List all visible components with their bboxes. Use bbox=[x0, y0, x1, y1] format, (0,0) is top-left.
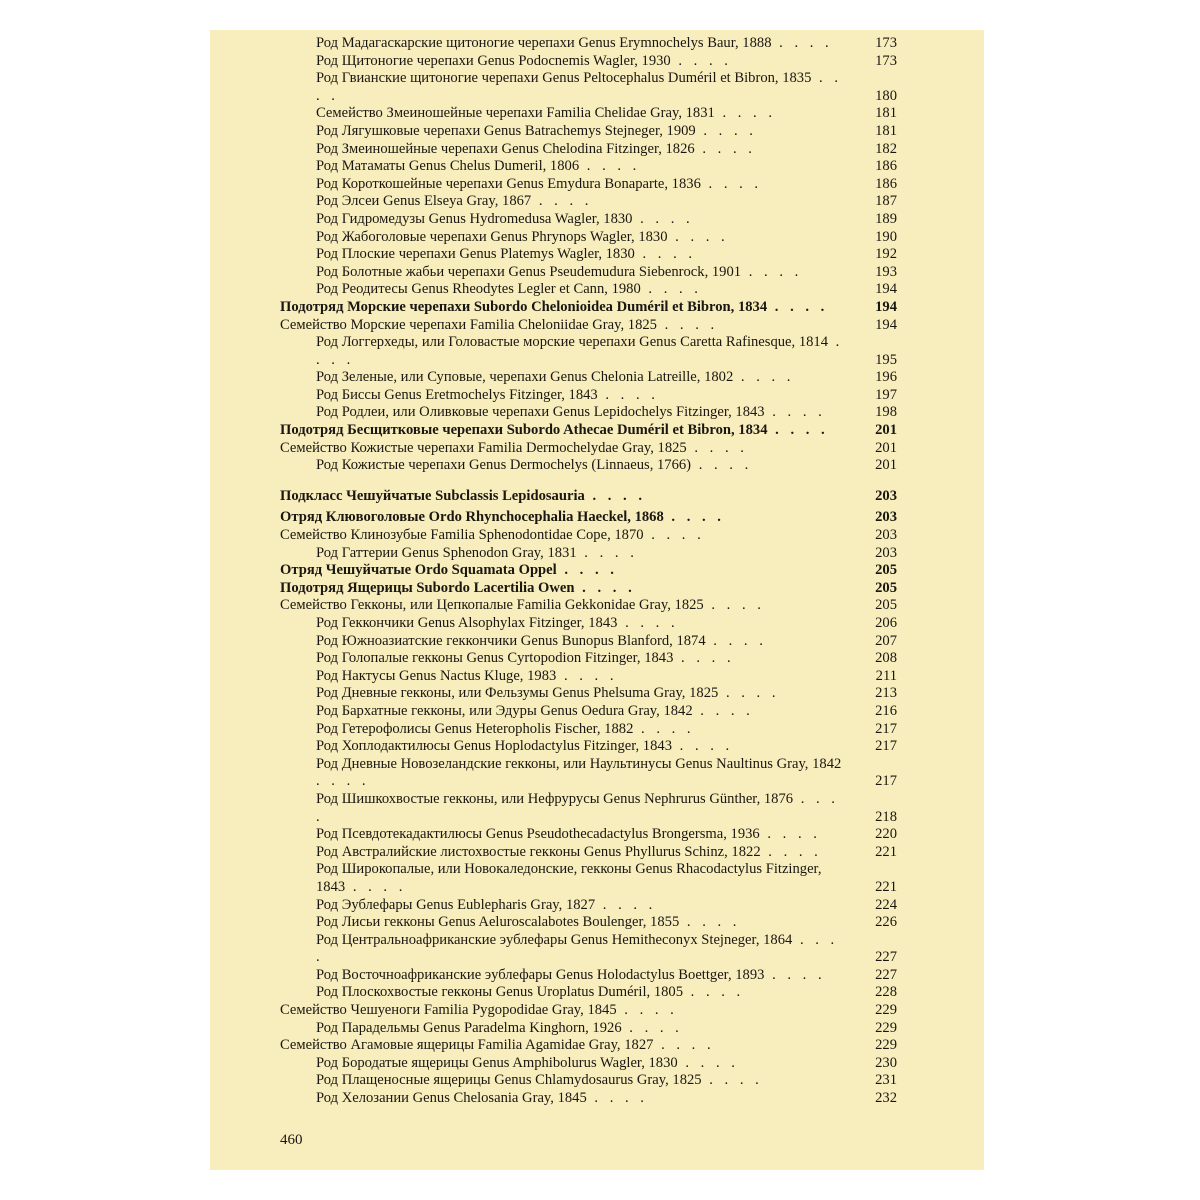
toc-entry bbox=[280, 457, 897, 475]
toc-entry-title: Род Голопалые гекконы Genus Cyrtopodion Fitzinger, 1843 . . . . bbox=[316, 650, 735, 667]
toc-entry-title: Род Эублефары Genus Eublepharis Gray, 1827 . . . . bbox=[316, 896, 657, 913]
toc-entry bbox=[280, 1037, 897, 1055]
toc-entry-page: 221 bbox=[875, 878, 897, 895]
toc-entry-title: Род Гетерофолисы Genus Heteropholis Fischer, 1882 . . . . bbox=[316, 720, 695, 737]
toc-entry-page: 173 bbox=[875, 35, 897, 51]
toc-entry-page: 203 bbox=[875, 487, 897, 504]
toc-entry-page: 197 bbox=[875, 386, 897, 403]
toc-entry-title: Род Нактусы Genus Nactus Kluge, 1983 . . . . bbox=[316, 667, 618, 684]
leader-dots: . . . . bbox=[694, 140, 756, 157]
toc-entry-title: Род Гвианские щитоногие черепахи Genus Peltocephalus Duméril et Bibron, 1835 . . . . bbox=[316, 70, 842, 104]
leader-dots: . . . . bbox=[677, 1054, 739, 1071]
toc-entry-title: Семейство Агамовые ящерицы Familia Agamidae Gray, 1827 . . . . bbox=[280, 1037, 715, 1054]
leader-dots: . . . . bbox=[695, 122, 757, 139]
leader-dots: . . . . bbox=[670, 52, 732, 69]
toc-entry bbox=[280, 914, 897, 932]
toc-entry-page: 189 bbox=[875, 210, 897, 227]
toc-entry-page: 224 bbox=[875, 896, 897, 913]
leader-dots: . . . . bbox=[316, 790, 839, 825]
toc-entry bbox=[280, 369, 897, 387]
toc-entry-page: 203 bbox=[875, 544, 897, 561]
toc-entry-page: 231 bbox=[875, 1072, 897, 1089]
toc-entry-page: 186 bbox=[875, 175, 897, 192]
toc-entry bbox=[280, 299, 897, 317]
toc-entry bbox=[280, 281, 897, 299]
toc-entry bbox=[280, 35, 897, 53]
toc-entry-title: Род Лягушковые черепахи Genus Batrachemys Stejneger, 1909 . . . . bbox=[316, 122, 757, 139]
leader-dots: . . . . bbox=[673, 650, 735, 667]
leader-dots: . . . . bbox=[634, 246, 697, 263]
book-page bbox=[210, 30, 984, 1170]
toc-entry bbox=[280, 70, 897, 105]
toc-entry-title: Род Мадагаскарские щитоногие черепахи Genus Erymnochelys Baur, 1888 . . . . bbox=[316, 35, 833, 51]
toc-entry-title: Род Хелозании Genus Chelosania Gray, 1845 . . . . bbox=[316, 1090, 648, 1107]
leader-dots: . . . . bbox=[686, 439, 748, 456]
toc-entry-title: Род Матаматы Genus Chelus Dumeril, 1806 . . . . bbox=[316, 158, 641, 175]
toc-entry-title: Отряд Чешуйчатые Ordo Squamata Oppel . . . . bbox=[280, 562, 618, 579]
toc-entry-title: Род Хоплодактилюсы Genus Hoplodactylus Fitzinger, 1843 . . . . bbox=[316, 738, 734, 755]
toc-entry bbox=[280, 650, 897, 668]
toc-entry-title: Род Короткошейные черепахи Genus Emydura Bonaparte, 1836 . . . . bbox=[316, 175, 763, 192]
toc-entry-page: 186 bbox=[875, 158, 897, 175]
leader-dots: . . . . bbox=[683, 984, 745, 1001]
toc-entry-page: 182 bbox=[875, 140, 897, 157]
toc-entry-title: Род Зеленые, или Суповые, черепахи Genus Chelonia Latreille, 1802 . . . . bbox=[316, 369, 795, 386]
toc-entry-title: Род Геккончики Genus Alsophylax Fitzinger, 1843 . . . . bbox=[316, 615, 679, 631]
toc-entry bbox=[280, 633, 897, 651]
toc-entry-page: 194 bbox=[875, 316, 897, 333]
leader-dots: . . . . bbox=[760, 843, 822, 860]
toc-entry-title: Род Бархатные гекконы, или Эдуры Genus Oedura Gray, 1842 . . . . bbox=[316, 702, 754, 719]
toc-entry bbox=[280, 1002, 897, 1020]
toc-entry-title: Род Реодитесы Genus Rheodytes Legler et Cann, 1980 . . . . bbox=[316, 281, 702, 298]
leader-dots: . . . . bbox=[767, 298, 829, 315]
toc-entry-title: Род Южноазиатские геккончики Genus Bunopus Blanford, 1874 . . . . bbox=[316, 632, 767, 649]
leader-dots: . . . . bbox=[597, 386, 659, 403]
toc-entry-page: 205 bbox=[875, 597, 897, 614]
toc-entry bbox=[280, 53, 897, 71]
leader-dots: . . . . bbox=[764, 404, 826, 421]
toc-entry-page: 213 bbox=[875, 685, 897, 702]
toc-entry bbox=[280, 1072, 897, 1090]
toc-entry bbox=[280, 844, 897, 862]
toc-entry-page: 201 bbox=[875, 439, 897, 456]
toc-entry bbox=[280, 317, 897, 335]
toc-entry bbox=[280, 158, 897, 176]
toc-entry bbox=[280, 668, 897, 686]
toc-entry bbox=[280, 703, 897, 721]
toc-entry bbox=[280, 932, 897, 967]
leader-dots: . . . . bbox=[767, 422, 829, 439]
leader-dots: . . . . bbox=[316, 70, 842, 104]
toc-entry-page: 193 bbox=[875, 263, 897, 280]
toc-entry bbox=[280, 615, 897, 633]
leader-dots: . . . . bbox=[316, 334, 844, 368]
toc-entry-title: Отряд Клювоголовые Ordo Rhynchocephalia Haeckel, 1868 . . . . bbox=[280, 509, 725, 526]
leader-dots: . . . . bbox=[663, 509, 725, 526]
toc-entry-title: Семейство Кожистые черепахи Familia Dermochelydae Gray, 1825 . . . . bbox=[280, 439, 748, 456]
leader-dots: . . . . bbox=[714, 105, 776, 122]
toc-entry bbox=[280, 756, 897, 791]
page-number: 460 bbox=[280, 1132, 303, 1148]
leader-dots: . . . . bbox=[679, 914, 741, 931]
toc-entry-title: Род Щитоногие черепахи Genus Podocnemis Wagler, 1930 . . . . bbox=[316, 52, 732, 69]
leader-dots: . . . . bbox=[741, 263, 803, 280]
toc-entry bbox=[280, 545, 897, 563]
toc-entry-page: 217 bbox=[875, 720, 897, 737]
toc-entry-title: Род Восточноафриканские эублефары Genus Holodactylus Boettger, 1893 . . . . bbox=[316, 966, 826, 983]
leader-dots: . . . . bbox=[574, 579, 636, 596]
toc-entry-page: 180 bbox=[875, 87, 897, 104]
toc-entry-page: 211 bbox=[875, 667, 897, 684]
toc-entry-title: Семейство Змеиношейные черепахи Familia Chelidae Gray, 1831 . . . . bbox=[316, 105, 776, 122]
toc-entry bbox=[280, 387, 897, 405]
toc-entry bbox=[280, 211, 897, 229]
toc-entry bbox=[280, 897, 897, 915]
toc-entry-page: 196 bbox=[875, 369, 897, 386]
toc-entry bbox=[280, 176, 897, 194]
toc-entry-page: 221 bbox=[875, 843, 897, 860]
toc-entry-page: 205 bbox=[875, 562, 897, 579]
toc-entry-page: 230 bbox=[875, 1054, 897, 1071]
toc-entry bbox=[280, 123, 897, 141]
leader-dots: . . . . bbox=[531, 193, 593, 210]
toc-entry-title: Род Плоские черепахи Genus Platemys Wagler, 1830 . . . . bbox=[316, 246, 697, 263]
toc-entry-page: 201 bbox=[875, 457, 897, 474]
toc-entry-page: 226 bbox=[875, 914, 897, 931]
toc-entry bbox=[280, 404, 897, 422]
toc-entry-title: Род Жабоголовые черепахи Genus Phrynops Wagler, 1830 . . . . bbox=[316, 228, 729, 245]
toc-entry bbox=[280, 1055, 897, 1073]
toc-entry-page: 181 bbox=[875, 105, 897, 122]
toc-entry-title: Род Гаттерии Genus Sphenodon Gray, 1831 . . . . bbox=[316, 544, 638, 561]
leader-dots: . . . . bbox=[640, 281, 702, 298]
toc-entry bbox=[280, 738, 897, 756]
toc-entry-title: Род Логгерхеды, или Головастые морские черепахи Genus Caretta Rafinesque, 1814 . . . . bbox=[316, 334, 844, 368]
toc-entry-page: 194 bbox=[875, 281, 897, 298]
leader-dots: . . . . bbox=[632, 210, 694, 227]
toc-entry-title: Подкласс Чешуйчатые Subclassis Lepidosauria . . . . bbox=[280, 487, 646, 504]
toc-entry bbox=[280, 246, 897, 264]
toc-entry-page: 203 bbox=[875, 509, 897, 526]
leader-dots: . . . . bbox=[316, 773, 370, 790]
toc-entry bbox=[280, 984, 897, 1002]
toc-entry-page: 173 bbox=[875, 52, 897, 69]
leader-dots: . . . . bbox=[700, 175, 763, 192]
leader-dots: . . . . bbox=[586, 1090, 648, 1107]
leader-dots: . . . . bbox=[345, 878, 407, 895]
leader-dots: . . . . bbox=[672, 738, 734, 755]
toc-entry bbox=[280, 1020, 897, 1038]
toc-entry-page: 229 bbox=[875, 1002, 897, 1019]
toc-entry-page: 216 bbox=[875, 702, 897, 719]
toc-entry-title: Род Кожистые черепахи Genus Dermochelys (Linnaeus, 1766) . . . . bbox=[316, 457, 753, 474]
leader-dots: . . . . bbox=[579, 158, 641, 175]
toc-entry bbox=[280, 193, 897, 211]
toc-entry-title: Род Дневные гекконы, или Фельзумы Genus Phelsuma Gray, 1825 . . . . bbox=[316, 685, 780, 702]
leader-dots: . . . . bbox=[316, 931, 839, 966]
toc-entry-page: 229 bbox=[875, 1037, 897, 1054]
toc-entry-page: 217 bbox=[875, 738, 897, 755]
toc-entry bbox=[280, 685, 897, 703]
toc-entry-title: Род Болотные жабьи черепахи Genus Pseudemudura Siebenrock, 1901 . . . . bbox=[316, 263, 803, 280]
leader-dots: . . . . bbox=[653, 1037, 715, 1054]
leader-dots: . . . . bbox=[733, 369, 795, 386]
toc-entry bbox=[280, 967, 897, 985]
toc-entry-page: 181 bbox=[875, 122, 897, 139]
leader-dots: . . . . bbox=[621, 1019, 683, 1036]
toc-entry bbox=[280, 597, 897, 615]
toc-entry-title: Род Бородатые ящерицы Genus Amphibolurus Wagler, 1830 . . . . bbox=[316, 1054, 739, 1071]
toc-entry bbox=[280, 721, 897, 739]
leader-dots: . . . . bbox=[771, 35, 833, 51]
toc-entry-page: 227 bbox=[875, 949, 897, 966]
toc-entry bbox=[280, 1090, 897, 1108]
toc-entry-page: 203 bbox=[875, 527, 897, 544]
toc-entry-title: Род Змеиношейные черепахи Genus Chelodina Fitzinger, 1826 . . . . bbox=[316, 140, 756, 157]
leader-dots: . . . . bbox=[764, 966, 826, 983]
leader-dots: . . . . bbox=[692, 702, 754, 719]
toc-entry bbox=[280, 509, 897, 527]
toc-entry-title: Род Парадельмы Genus Paradelma Kinghorn, 1926 . . . . bbox=[316, 1019, 683, 1036]
toc-entry bbox=[280, 562, 897, 580]
leader-dots: . . . . bbox=[595, 896, 657, 913]
leader-dots: . . . . bbox=[643, 527, 705, 544]
toc-entry bbox=[280, 791, 897, 826]
toc-entry-page: 220 bbox=[875, 826, 897, 843]
toc-entry-page: 208 bbox=[875, 650, 897, 667]
leader-dots: . . . . bbox=[667, 228, 729, 245]
toc-entry-title: Подотряд Морские черепахи Subordo Chelonioidea Duméril et Bibron, 1834 . . . . bbox=[280, 298, 829, 315]
toc-entry-page: 207 bbox=[875, 632, 897, 649]
leader-dots: . . . . bbox=[656, 316, 719, 333]
leader-dots: . . . . bbox=[584, 487, 646, 504]
leader-dots: . . . . bbox=[703, 597, 765, 614]
toc-entry-page: 192 bbox=[875, 246, 897, 263]
toc-entry bbox=[280, 422, 897, 440]
leader-dots: . . . . bbox=[691, 457, 753, 474]
toc-entry-page: 205 bbox=[875, 579, 897, 596]
toc-entry-title: Род Шишкохвостые гекконы, или Нефрурусы Genus Nephrurus Günther, 1876 . . . . bbox=[316, 790, 839, 825]
toc-entry-title: Семейство Морские черепахи Familia Cheloniidae Gray, 1825 . . . . bbox=[280, 316, 719, 333]
toc-entry bbox=[280, 527, 897, 545]
toc-entry-title: Род Австралийские листохвостые гекконы Genus Phyllurus Schinz, 1822 . . . . bbox=[316, 843, 822, 860]
toc-entry-title: Род Плоскохвостые гекконы Genus Uroplatus Duméril, 1805 . . . . bbox=[316, 984, 745, 1001]
toc-entry-title: Род Лисьи гекконы Genus Aeluroscalabotes Boulenger, 1855 . . . . bbox=[316, 914, 741, 931]
toc-entry-page: 187 bbox=[875, 193, 897, 210]
toc-entry-title: Род Широкопалые, или Новокаледонские, гекконы Genus Rhacodactylus Fitzinger, 1843 . . . . bbox=[316, 861, 822, 895]
toc-entry-title: Семейство Чешуеноги Familia Pygopodidae Gray, 1845 . . . . bbox=[280, 1002, 678, 1019]
toc-entry-title: Подотряд Бесщитковые черепахи Subordo Athecae Duméril et Bibron, 1834 . . . . bbox=[280, 422, 829, 439]
toc-entry-page: 228 bbox=[875, 984, 897, 1001]
toc-entry-page: 218 bbox=[875, 808, 897, 825]
leader-dots: . . . . bbox=[556, 667, 618, 684]
leader-dots: . . . . bbox=[576, 544, 638, 561]
toc-entry bbox=[280, 334, 897, 369]
toc-entry-title: Семейство Клинозубые Familia Sphenodontidae Cope, 1870 . . . . bbox=[280, 527, 705, 544]
toc-entry-page: 217 bbox=[875, 773, 897, 790]
toc-entry bbox=[280, 264, 897, 282]
toc-entry-title: Семейство Гекконы, или Цепкопалые Familia Gekkonidae Gray, 1825 . . . . bbox=[280, 597, 765, 614]
table-of-contents bbox=[280, 35, 897, 1108]
toc-entry bbox=[280, 440, 897, 458]
toc-entry-title: Род Родлеи, или Оливковые черепахи Genus Lepidochelys Fitzinger, 1843 . . . . bbox=[316, 404, 826, 421]
leader-dots: . . . . bbox=[705, 632, 767, 649]
toc-entry-title: Род Гидромедузы Genus Hydromedusa Wagler, 1830 . . . . bbox=[316, 210, 694, 227]
toc-entry-page: 194 bbox=[875, 298, 897, 315]
toc-entry-page: 198 bbox=[875, 404, 897, 421]
toc-entry-title: Род Биссы Genus Eretmochelys Fitzinger, 1843 . . . . bbox=[316, 386, 659, 403]
toc-entry-page: 190 bbox=[875, 228, 897, 245]
toc-entry-title: Род Псевдотекадактилюсы Genus Pseudothecadactylus Brongersma, 1936 . . . . bbox=[316, 826, 821, 843]
leader-dots: . . . . bbox=[633, 720, 695, 737]
toc-entry bbox=[280, 861, 897, 896]
toc-entry-page: 201 bbox=[875, 422, 897, 439]
toc-entry-page: 195 bbox=[875, 351, 897, 368]
toc-entry-page: 229 bbox=[875, 1019, 897, 1036]
leader-dots: . . . . bbox=[718, 685, 780, 702]
leader-dots: . . . . bbox=[556, 562, 618, 579]
leader-dots: . . . . bbox=[617, 615, 679, 631]
toc-entry bbox=[280, 488, 897, 506]
toc-entry bbox=[280, 141, 897, 159]
toc-entry bbox=[280, 826, 897, 844]
toc-entry bbox=[280, 105, 897, 123]
toc-entry-title: Подотряд Ящерицы Subordo Lacertilia Owen . . . . bbox=[280, 579, 636, 596]
toc-entry-title: Род Плащеносные ящерицы Genus Chlamydosaurus Gray, 1825 . . . . bbox=[316, 1072, 763, 1089]
toc-entry bbox=[280, 229, 897, 247]
toc-entry bbox=[280, 580, 897, 598]
leader-dots: . . . . bbox=[759, 826, 821, 843]
toc-entry-page: 227 bbox=[875, 966, 897, 983]
toc-entry-title: Род Центральноафриканские эублефары Genus Hemitheconyx Stejneger, 1864 . . . . bbox=[316, 931, 839, 966]
leader-dots: . . . . bbox=[701, 1072, 763, 1089]
toc-entry-page: 206 bbox=[875, 615, 897, 631]
toc-entry-title: Род Элсеи Genus Elseya Gray, 1867 . . . . bbox=[316, 193, 593, 210]
toc-entry-page: 232 bbox=[875, 1090, 897, 1107]
toc-entry-title: Род Дневные Новозеландские гекконы, или Наультинусы Genus Naultinus Gray, 1842 . . . . bbox=[316, 755, 842, 790]
leader-dots: . . . . bbox=[616, 1002, 678, 1019]
